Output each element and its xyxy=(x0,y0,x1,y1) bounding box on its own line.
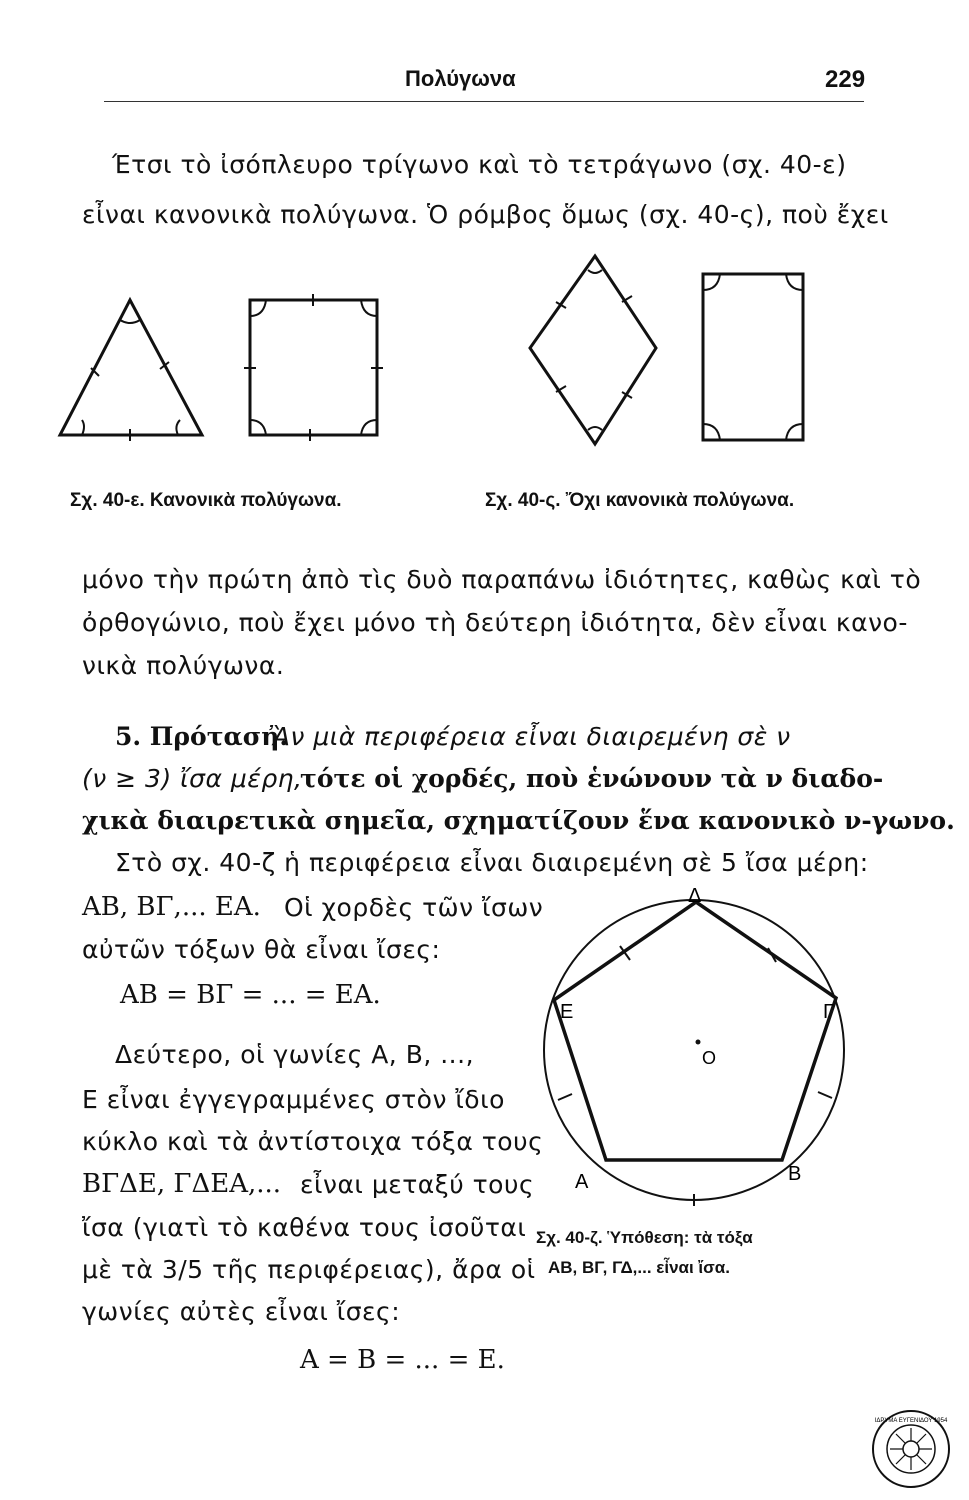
stamp-text: ΙΔΡΥΜΑ ΕΥΓΕΝΙΔΟΥ 1954 xyxy=(874,1418,948,1424)
proposition-line-2-bold: τότε οἱ χορδές, ποὺ ἑνώνουν τὰ ν διαδο- xyxy=(300,764,884,793)
proof-line-11: γωνίες αὐτὲς εἶναι ἴσες: xyxy=(82,1297,401,1326)
vertex-label-delta: Δ xyxy=(688,885,702,907)
para2-line-3: νικὰ πολύγωνα. xyxy=(82,651,285,680)
page-number: 229 xyxy=(825,66,866,93)
figure-40s-caption: Σχ. 40-ς. Ὄχι κανονικὰ πολύγωνα. xyxy=(485,490,795,511)
proof-line-10: μὲ τὰ 3/5 τῆς περιφέρειας), ἄρα οἱ xyxy=(82,1255,536,1284)
proof-line-6: Ε εἶναι ἐγγεγραμμένες στὸν ἴδιο xyxy=(82,1085,505,1114)
rectangle xyxy=(703,274,803,440)
figure-40e xyxy=(50,280,400,460)
proof-line-1: Στὸ σχ. 40-ζ ἡ περιφέρεια εἶναι διαιρεμένη σὲ 5 ἴσα μέρη: xyxy=(115,848,869,877)
figure-40s xyxy=(510,250,840,450)
proof-line-7: κύκλο καὶ τὰ ἀντίστοιχα τόξα τους xyxy=(82,1127,544,1156)
proof-line-3: αὐτῶν τόξων θὰ εἶναι ἴσες: xyxy=(82,935,441,964)
figure-40e-caption: Σχ. 40-ε. Κανονικὰ πολύγωνα. xyxy=(70,490,342,511)
proof-arcs: ΑΒ, ΒΓ,... ΕΑ. xyxy=(82,892,261,922)
header-rule xyxy=(104,101,864,102)
vertex-label-beta: Β xyxy=(788,1163,802,1185)
intro-line-2: εἶναι κανονικὰ πολύγωνα. Ὁ ρόμβος ὅμως (σχ. 40-ς), ποὺ ἔχει xyxy=(82,200,889,229)
proposition-line-2-italic: (ν ≥ 3) ἴσα μέρη, xyxy=(82,764,303,793)
intro-line-1: Έτσι τὸ ἰσόπλευρο τρίγωνο καὶ τὸ τετράγωνο (σχ. 40-ε) xyxy=(112,150,847,179)
center-point xyxy=(696,1040,701,1045)
vertex-label-alpha: Α xyxy=(575,1171,589,1193)
para2-line-2: ὀρθογώνιο, ποὺ ἔχει μόνο τὴ δεύτερη ἰδιότητα, δὲν εἶναι κανο- xyxy=(82,608,908,637)
square xyxy=(250,300,377,435)
running-title: Πολύγωνα xyxy=(405,66,516,91)
proof-line-5: Δεύτερο, οἱ γωνίες Α, Β, ..., xyxy=(115,1040,475,1069)
center-label: Ο xyxy=(702,1048,717,1068)
figure-40z-caption-2: ΑΒ, ΒΓ, ΓΔ,... εἶναι ἴσα. xyxy=(548,1258,730,1277)
figure-40z-caption-1: Σχ. 40-ζ. Ὑπόθεση: τὰ τόξα xyxy=(536,1228,753,1247)
proof-line-8: εἶναι μεταξύ τους xyxy=(300,1170,535,1199)
proof-line-2: Οἱ χορδὲς τῶν ἴσων xyxy=(284,893,544,922)
circumcircle xyxy=(544,900,844,1200)
foundation-stamp xyxy=(870,1408,952,1490)
proof-equation-2: Α = Β = ... = Ε. xyxy=(300,1345,505,1375)
rhombus xyxy=(530,256,656,444)
para2-line-1: μόνο τὴν πρώτη ἀπὸ τὶς δυὸ παραπάνω ἰδιότητες, καθὼς καὶ τὸ xyxy=(82,565,922,594)
proof-equation-1: ΑΒ = ΒΓ = ... = ΕΑ. xyxy=(120,980,381,1010)
proof-line-9: ἴσα (γιατὶ τὸ καθένα τους ἰσοῦται xyxy=(82,1213,527,1242)
proposition-label: 5. Πρόταση. xyxy=(115,722,289,751)
proposition-line-3: χικὰ διαιρετικὰ σημεῖα, σχηματίζουν ἕνα κανονικὸ ν-γωνο. xyxy=(82,806,955,835)
figure-40z xyxy=(520,880,850,1220)
vertex-label-epsilon: Ε xyxy=(560,1001,574,1023)
regular-pentagon xyxy=(554,902,836,1160)
proof-arcs-2: ΒΓΔΕ, ΓΔΕΑ,... xyxy=(82,1169,282,1199)
equilateral-triangle xyxy=(60,300,202,435)
vertex-label-gamma: Γ xyxy=(823,1001,835,1023)
proposition-line-1: Ἂν μιὰ περιφέρεια εἶναι διαιρεμένη σὲ ν xyxy=(268,722,791,751)
